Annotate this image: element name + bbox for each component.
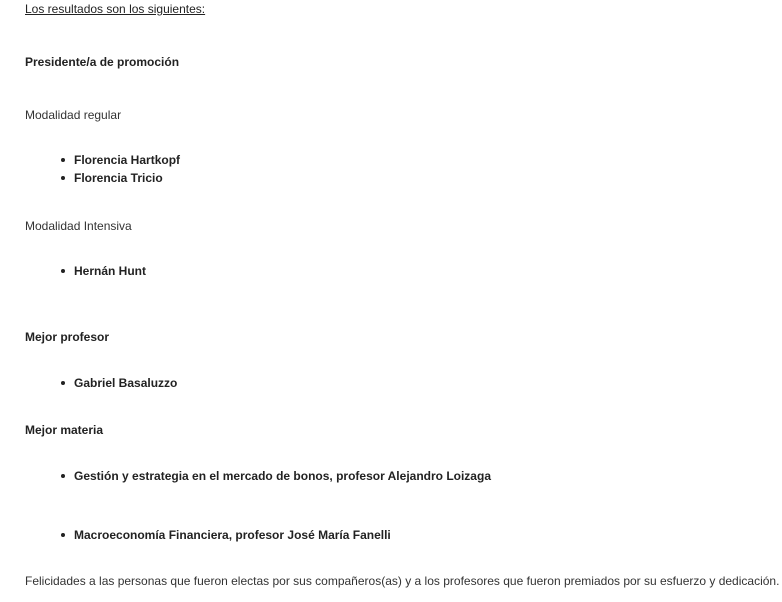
list-item-text: Macroeconomía Financiera, profesor José María Fanelli: [74, 528, 391, 542]
list-item-text: Gestión y estrategia en el mercado de bonos, profesor Alejandro Loizaga: [74, 469, 491, 483]
list-item: [61, 528, 391, 542]
list-item: [61, 264, 146, 278]
modalidad-regular-label: Modalidad regular: [25, 108, 122, 122]
list-item-text: Hernán Hunt: [74, 264, 146, 278]
bullet-icon: [61, 533, 65, 537]
list-item: [61, 171, 163, 185]
mejor-materia-heading: Mejor materia: [25, 423, 104, 437]
list-item-text: Florencia Hartkopf: [74, 153, 181, 167]
mejor-profesor-heading: Mejor profesor: [25, 330, 110, 344]
list-item: [61, 153, 180, 167]
list-item-text: Gabriel Basaluzzo: [74, 376, 178, 390]
closing-text: Felicidades a las personas que fueron electas por sus compañeros(as) y a los profesores que fueron premiados por su esfuerzo y dedicación.: [25, 574, 780, 588]
list-item-text: Florencia Tricio: [74, 171, 163, 185]
modalidad-intensiva-label: Modalidad Intensiva: [25, 219, 132, 233]
bullet-icon: [61, 269, 65, 273]
list-item: [61, 376, 177, 390]
presidente-heading: Presidente/a de promoción: [25, 55, 180, 69]
bullet-icon: [61, 176, 65, 180]
bullet-icon: [61, 381, 65, 385]
intro-text: Los resultados son los siguientes:: [25, 2, 206, 16]
bullet-icon: [61, 474, 65, 478]
bullet-icon: [61, 158, 65, 162]
list-item: [61, 469, 491, 483]
